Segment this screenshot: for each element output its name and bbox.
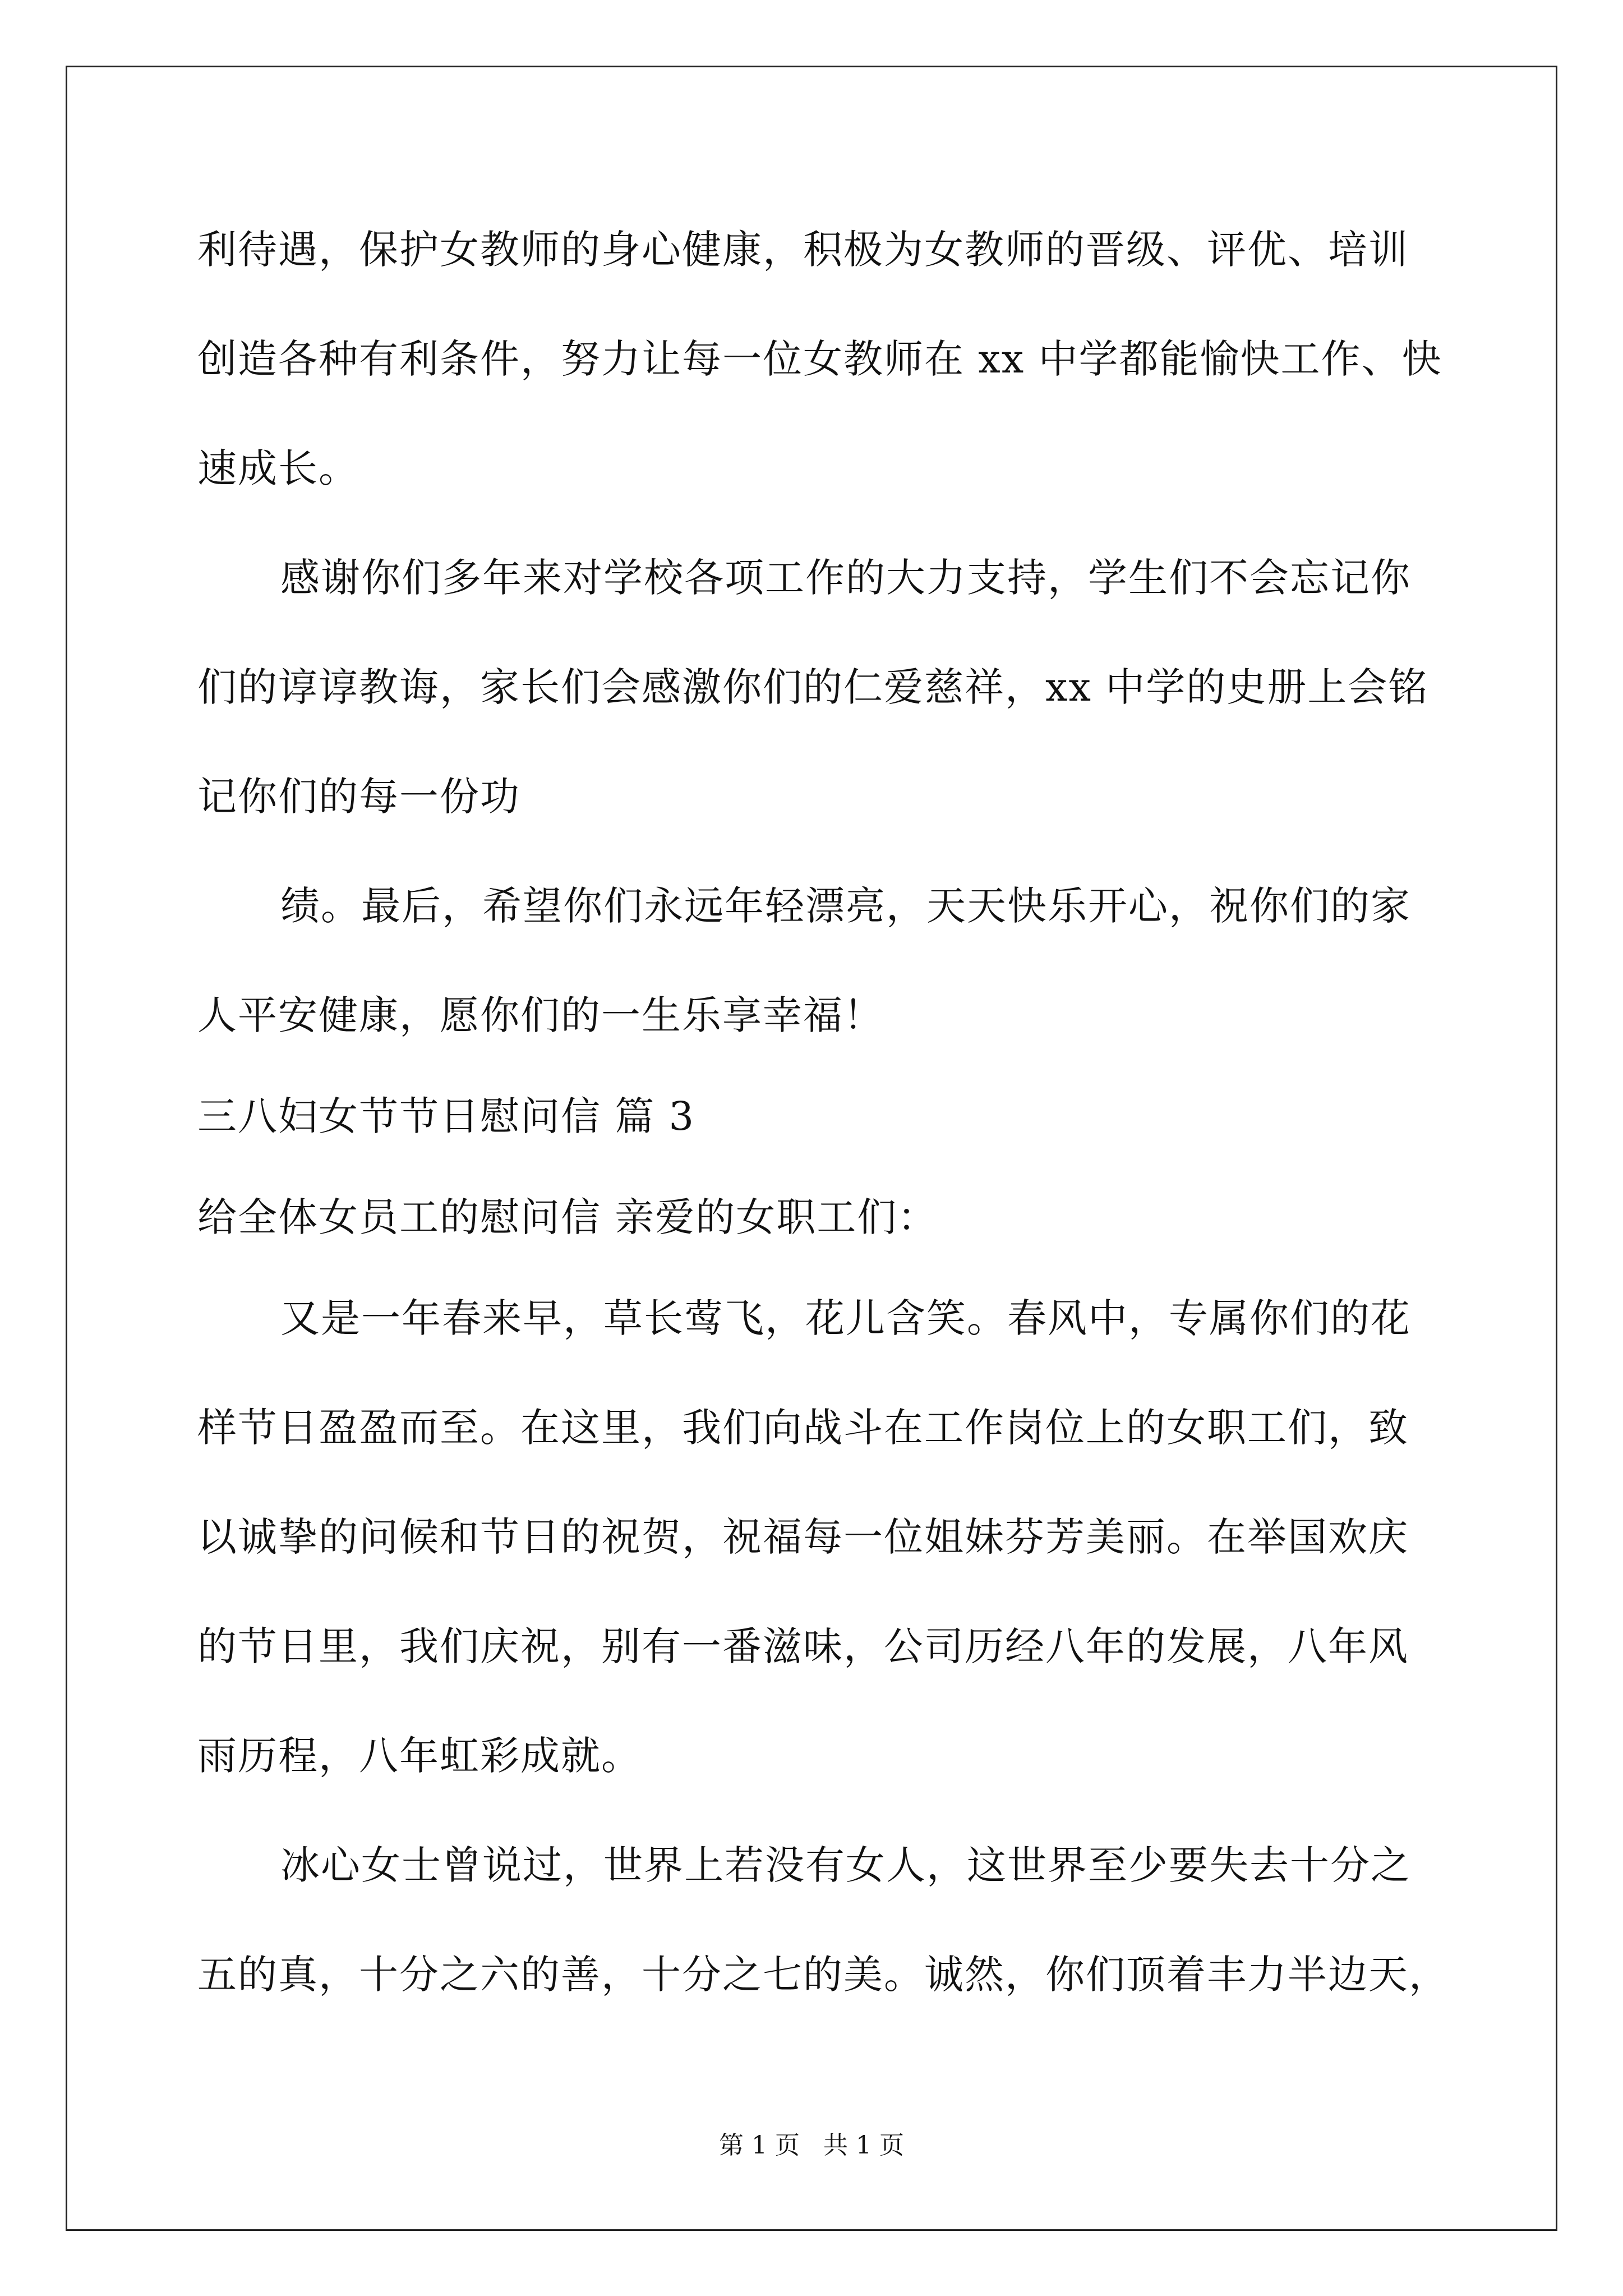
- page-border: [66, 66, 1557, 2231]
- paragraph-line: 五的真，十分之六的善，十分之七的美。诚然，你们顶着丰力半边天，: [197, 1952, 1449, 1998]
- paragraph-line: 又是一年春来早，草长莺飞，花儿含笑。春风中，专属你们的花: [280, 1295, 1411, 1341]
- paragraph-line: 速成长。: [197, 445, 359, 491]
- paragraph-line: 人平安健康，愿你们的一生乐享幸福！: [197, 992, 884, 1038]
- paragraph-line: 绩。最后，希望你们永远年轻漂亮，天天快乐开心，祝你们的家: [280, 883, 1411, 929]
- paragraph-line: 以诚挚的问候和节日的祝贺，祝福每一位姐妹芬芳美丽。在举国欢庆: [197, 1514, 1409, 1560]
- paragraph-line: 们的谆谆教诲，家长们会感激你们的仁爱慈祥，xx 中学的史册上会铭: [197, 664, 1429, 710]
- letter-salutation: 给全体女员工的慰问信 亲爱的女职工们：: [197, 1194, 938, 1240]
- page-footer: 第 1 页 共 1 页: [719, 2131, 904, 2160]
- paragraph-line: 利待遇，保护女教师的身心健康，积极为女教师的晋级、评优、培训: [197, 227, 1409, 273]
- paragraph-line: 创造各种有利条件，努力让每一位女教师在 xx 中学都能愉快工作、快: [197, 336, 1442, 382]
- paragraph-line: 的节日里，我们庆祝，别有一番滋味，公司历经八年的发展，八年风: [197, 1623, 1409, 1669]
- paragraph-line: 冰心女士曾说过，世界上若没有女人，这世界至少要失去十分之: [280, 1842, 1411, 1888]
- paragraph-line: 感谢你们多年来对学校各项工作的大力支持，学生们不会忘记你: [280, 555, 1411, 601]
- paragraph-line: 雨历程，八年虹彩成就。: [197, 1733, 642, 1779]
- section-heading: 三八妇女节节日慰问信 篇 3: [197, 1093, 695, 1139]
- paragraph-line: 样节日盈盈而至。在这里，我们向战斗在工作岗位上的女职工们，致: [197, 1405, 1409, 1451]
- paragraph-line: 记你们的每一份功: [197, 774, 520, 820]
